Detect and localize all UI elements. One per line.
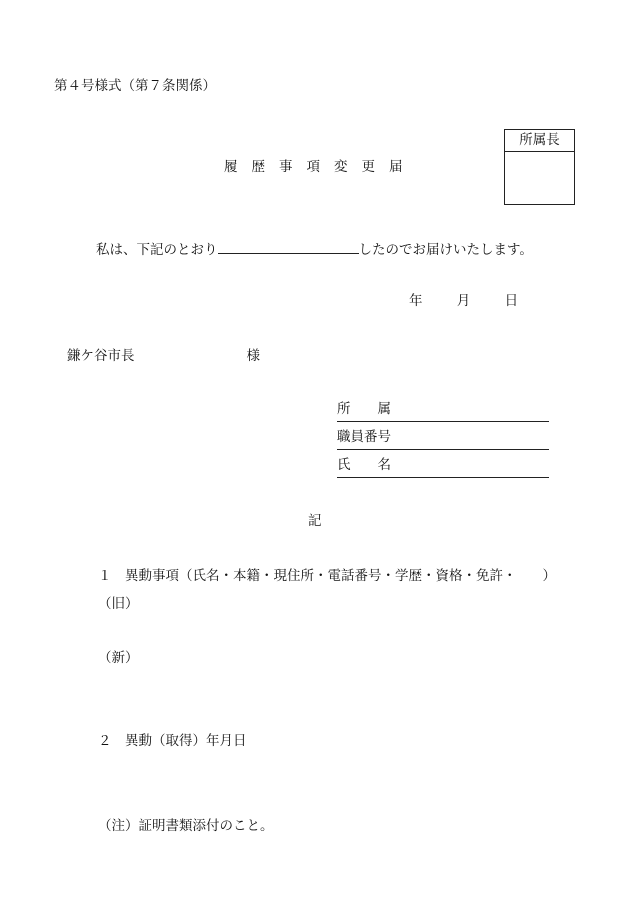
staff-number-label: 職員番号 bbox=[337, 429, 391, 445]
date-year-label: 年 bbox=[409, 293, 423, 309]
date-month-label: 月 bbox=[456, 293, 471, 309]
addressee-honorific: 様 bbox=[246, 348, 260, 364]
date-day-label: 日 bbox=[504, 293, 519, 309]
item1-heading: １ 異動事項（氏名・本籍・現住所・電話番号・学歴・資格・免許・ ） bbox=[98, 568, 556, 584]
item2-heading: ２ 異動（取得）年月日 bbox=[98, 733, 247, 749]
affiliation-field bbox=[337, 403, 549, 422]
staff-number-field bbox=[337, 431, 549, 450]
item1-new-label: （新） bbox=[98, 650, 139, 666]
affiliation-label: 所 属 bbox=[337, 401, 391, 417]
statement bbox=[96, 240, 533, 258]
form-number: 第４号様式（第７条関係） bbox=[54, 78, 216, 94]
name-label: 氏 名 bbox=[337, 457, 391, 473]
approval-box-header: 所属長 bbox=[505, 130, 574, 152]
statement-before: 私は、下記のとおり bbox=[96, 242, 218, 258]
approval-box bbox=[504, 129, 575, 205]
statement-after: したのでお届けいたします。 bbox=[358, 242, 533, 258]
ki-heading: 記 bbox=[308, 513, 322, 529]
addressee bbox=[67, 350, 260, 364]
addressee-name: 鎌ケ谷市長 bbox=[67, 348, 135, 364]
statement-blank bbox=[218, 240, 359, 254]
item1-old-label: （旧） bbox=[98, 596, 139, 612]
name-field bbox=[337, 459, 549, 478]
date-line bbox=[409, 295, 518, 309]
note: （注）証明書類添付のこと。 bbox=[98, 818, 274, 834]
document-title: 履歴事項変更届 bbox=[224, 159, 417, 175]
